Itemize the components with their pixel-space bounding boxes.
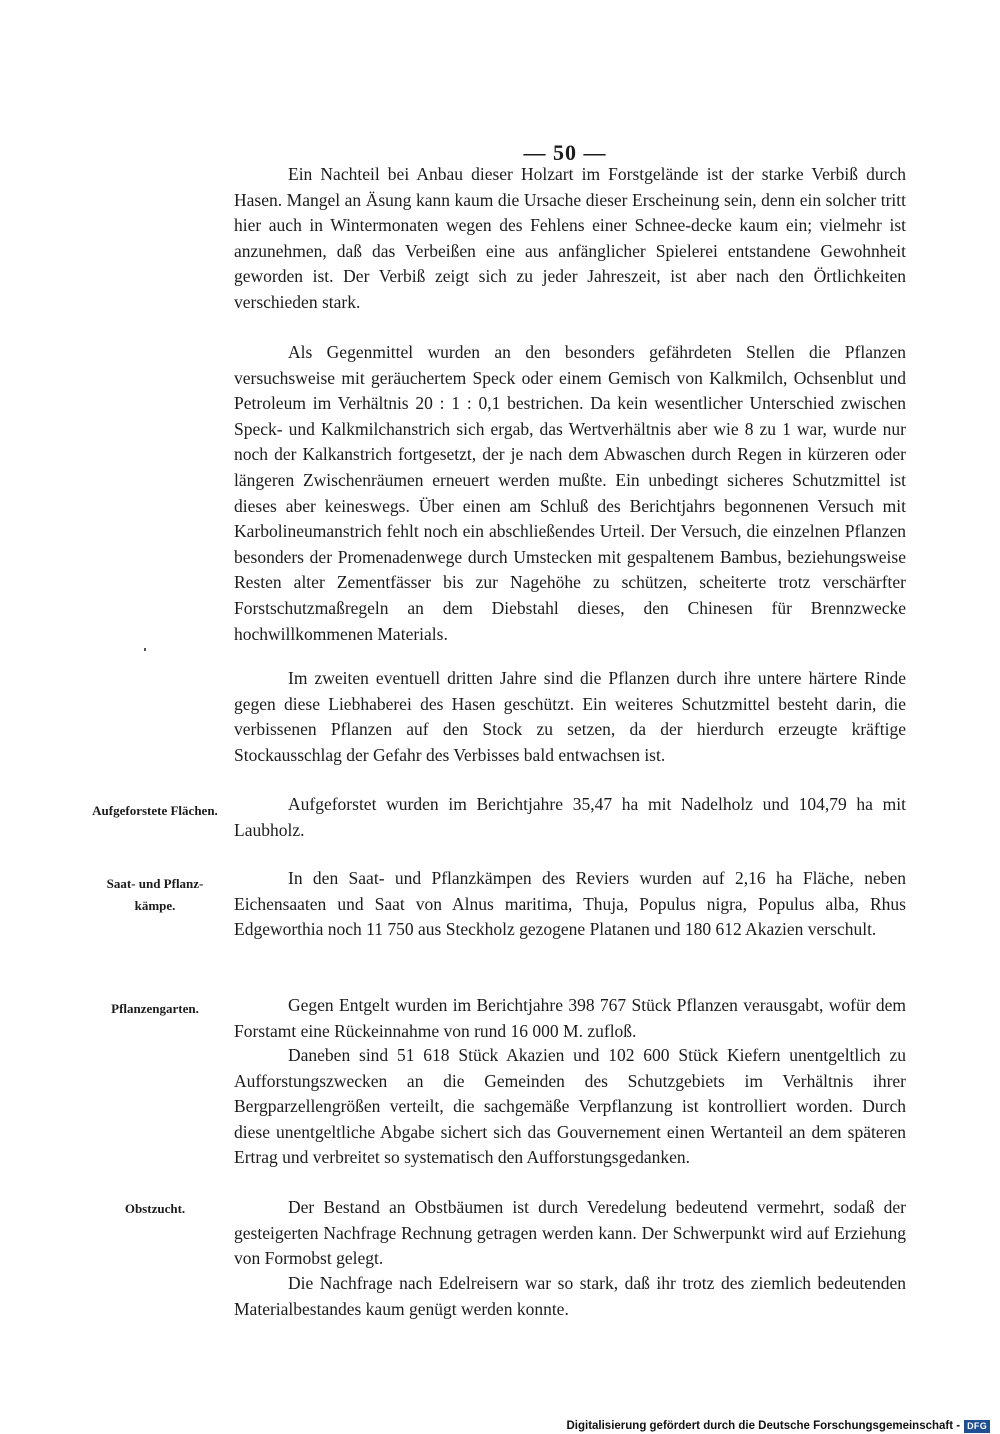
paragraph-gegenmittel: Als Gegenmittel wurden an den besonders gefährdeten Stellen die Pflanzen versuchsweise mit geräuchertem Speck oder einem Gemisch von Kalkmilch, Ochsenblut und Petroleum im Verhältnis 20 : 1 : 0,1 bestrichen. Da kein wesentlicher Unterschied zwischen Speck- und Kalkmilchanstrich sich ergab, das Wertverhältnis aber wie 8 zu 1 war, wurde nur noch der Kalkanstrich fortgesetzt, der je nach dem Abwaschen durch Regen in kürzeren oder längeren Zwischenräumen erneuert werden mußte. Ein unbedingt sicheres Schutzmittel ist dieses aber keineswegs. Über einen am Schluß des Berichtjahrs begonnenen Versuch mit Karbolineumanstrich fehlt noch ein abschließendes Urteil. Der Versuch, die einzelnen Pflanzen besonders der Promenadenwege durch Umstecken mit gespaltenem Bambus, beziehungsweise Resten alter Zementfässer bis zur Nagehöhe zu schützen, scheiterte trotz verschärfter Forstschutzmaßregeln an dem Diebstahl dieses, den Chinesen für Brennzwecke hochwillkommenen Materials.: [234, 342, 906, 644]
paragraph-aufgeforstet: Aufgeforstet wurden im Berichtjahre 35,47 ha mit Nadelholz und 104,79 ha mit Laubholz.: [234, 794, 906, 840]
paragraph-akazien-kiefern: Daneben sind 51 618 Stück Akazien und 102 600 Stück Kiefern unentgeltlich zu Aufforstungszwecken an die Gemeinden des Schutzgebiets im Verhältnis ihrer Bergparzellengrößen verteilt, die sachgemäße Verpflanzung ist kontrolliert worden. Durch diese unentgeltliche Abgabe sichert sich das Gouvernement einen Wertanteil an dem späteren Ertrag und verbreitet so systematisch den Aufforstungsgedanken.: [234, 1045, 906, 1168]
page-number: — 50 —: [523, 140, 607, 165]
paragraph-obstbaeume: Der Bestand an Obstbäumen ist durch Veredelung bedeutend vermehrt, sodaß der gesteigerten Nachfrage Rechnung getragen werden kann. Der Schwerpunkt wird auf Erziehung von Formobst gelegt.: [234, 1197, 906, 1269]
paragraph-saatkaempe: In den Saat- und Pflanzkämpen des Reviers wurden auf 2,16 ha Fläche, neben Eichensaaten und Saat von Alnus maritima, Thuja, Populus nigra, Populus alba, Rhus Edgeworthia noch 11 750 aus Steckholz gezogene Platanen und 180 612 Akazien verschult.: [234, 868, 906, 940]
dfg-logo-icon: DFG: [964, 1420, 990, 1433]
scan-speck: [144, 648, 146, 651]
margin-note-saat-pflanzkaempe: Saat- und Pflanz-kämpe.: [106, 876, 204, 913]
margin-note-pflanzengarten: Pflanzengarten.: [111, 1001, 199, 1016]
paragraph-edelreiser: Die Nachfrage nach Edelreisern war so stark, daß ihr trotz des ziemlich bedeutenden Materialbestandes kaum genügt werden konnte.: [234, 1273, 906, 1319]
digitization-footer: [566, 1419, 990, 1433]
footer-text: Digitalisierung gefördert durch die Deutsche Forschungsgemeinschaft -: [566, 1420, 961, 1432]
paragraph-entgelt: Gegen Entgelt wurden im Berichtjahre 398 767 Stück Pflanzen verausgabt, wofür dem Forstamt eine Rückeinnahme von rund 16 000 M. zufloß.: [234, 995, 906, 1041]
paragraph-verbiss: Ein Nachteil bei Anbau dieser Holzart im Forstgelände ist der starke Verbiß durch Hasen. Mangel an Äsung kann kaum die Ursache dieser Erscheinung sein, denn ein solcher tritt hier auch in Wintermonaten wegen des Fehlens einer Schnee-decke kaum ein; vielmehr ist anzunehmen, daß das Verbeißen eine aus anfänglicher Spielerei entstandene Gewohnheit geworden ist. Der Verbiß zeigt sich zu jeder Jahreszeit, ist aber nach den Örtlichkeiten verschieden stark.: [234, 164, 906, 312]
paragraph-rinde: Im zweiten eventuell dritten Jahre sind die Pflanzen durch ihre untere härtere Rinde gegen diese Liebhaberei des Hasen geschützt. Ein weiteres Schutzmittel besteht darin, die verbissenen Pflanzen auf den Stock zu setzen, da der hierdurch erzeugte kräftige Stockausschlag der Gefahr des Verbisses bald entwachsen ist.: [234, 668, 906, 765]
margin-note-obstzucht: Obstzucht.: [124, 1201, 186, 1216]
margin-note-aufgeforstete-flaechen: Aufgeforstete Flächen.: [92, 803, 218, 818]
